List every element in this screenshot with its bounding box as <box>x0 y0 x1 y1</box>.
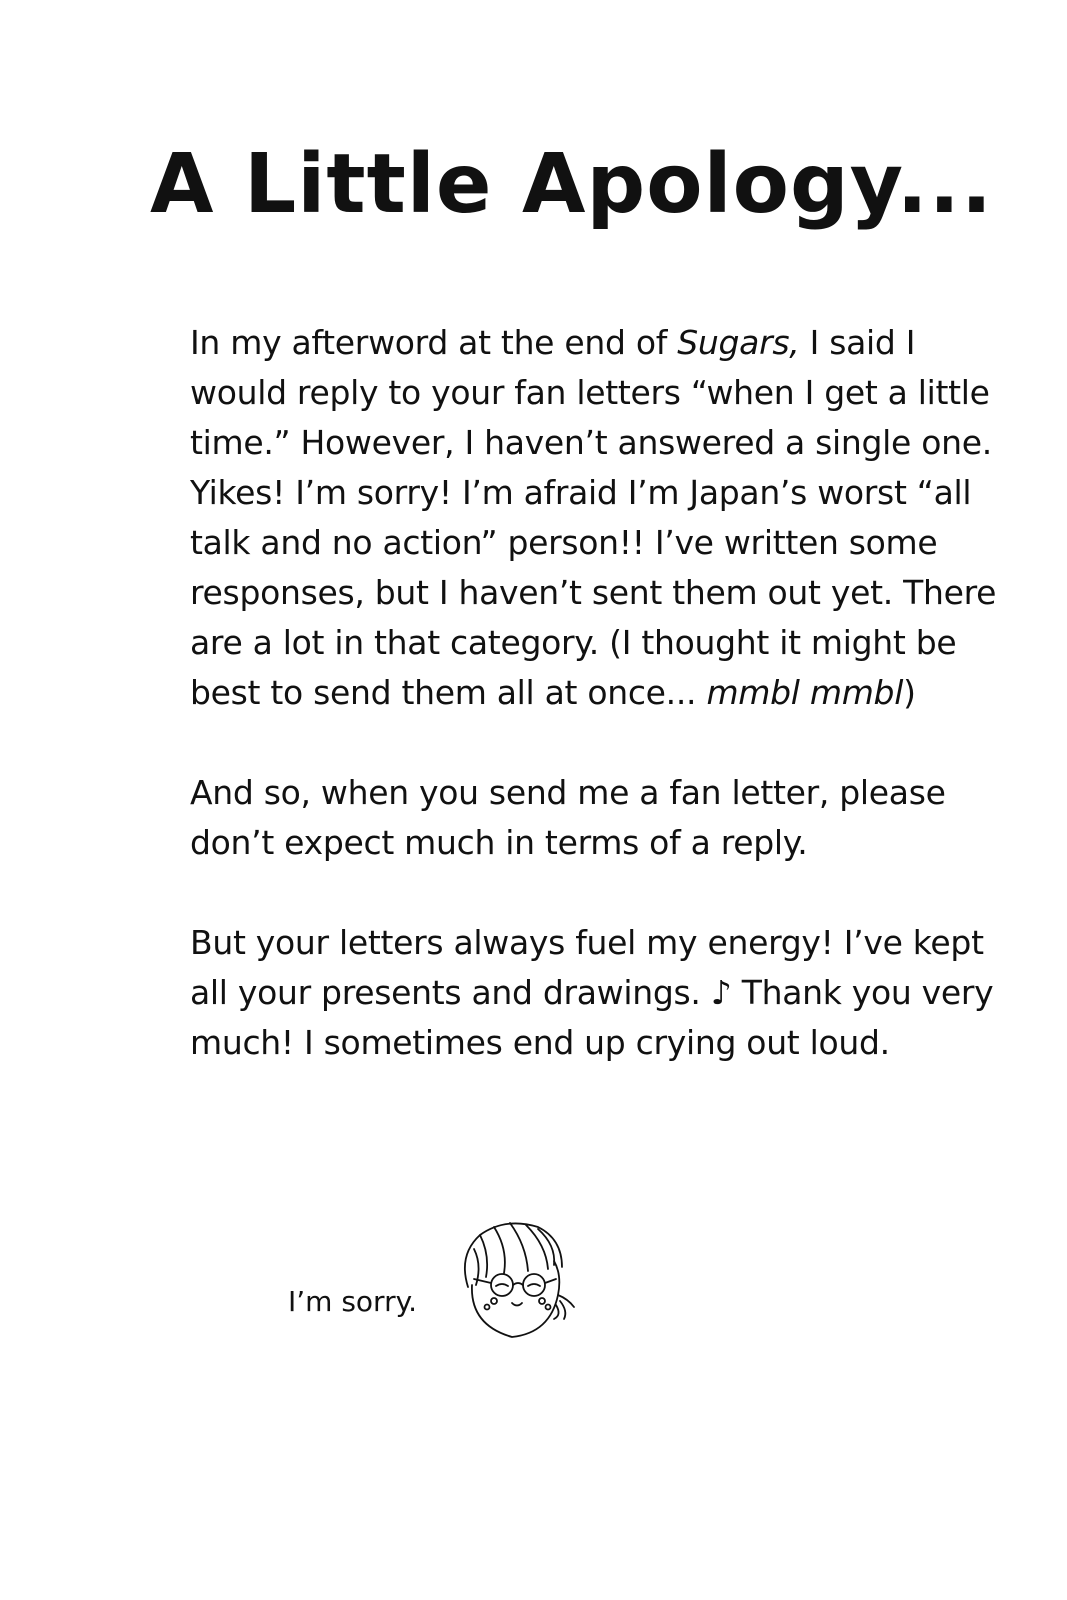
signoff-text: I’m sorry. <box>288 1285 418 1318</box>
paragraph-1-line-5: talk and no action” person!! I’ve written some <box>190 523 938 562</box>
paragraph-1-line-7: are a lot in that category. (I thought it might be <box>190 623 957 662</box>
paragraph-1-line-6: responses, but I haven’t sent them out yet. There <box>190 573 997 612</box>
text-segment: In my afterword at the end of <box>190 323 678 362</box>
paragraph-spacer <box>190 868 950 918</box>
crying-author-face-icon <box>450 1215 580 1345</box>
paragraph-1-line-4: Yikes! I’m sorry! I’m afraid I’m Japan’s worst “all <box>190 473 972 512</box>
text-segment: I said I <box>799 323 916 362</box>
paragraph-2-line-1: And so, when you send me a fan letter, please <box>190 773 946 812</box>
mumble-text: mmbl mmbl <box>706 673 904 712</box>
body-text <box>190 318 997 1068</box>
paragraph-1-line-3: time.” However, I haven’t answered a single one. <box>190 423 992 462</box>
paragraph-spacer <box>190 718 950 768</box>
paragraph-3-line-1: But your letters always fuel my energy! I’ve kept <box>190 923 984 962</box>
paragraph-3-line-3: much! I sometimes end up crying out loud. <box>190 1023 890 1062</box>
paragraph-2-line-2: don’t expect much in terms of a reply. <box>190 823 808 862</box>
paragraph-1-line-8 <box>190 668 950 718</box>
book-title-sugars: Sugars, <box>677 323 800 362</box>
text-segment: best to send them all at once... <box>190 673 707 712</box>
text-segment: ) <box>903 673 916 712</box>
paragraph-1-line-1 <box>190 318 950 368</box>
paragraph-1-line-2: would reply to your fan letters “when I get a little <box>190 373 990 412</box>
page-title: A Little Apology... <box>150 137 994 232</box>
paragraph-3-line-2: all your presents and drawings. ♪ Thank you very <box>190 973 994 1012</box>
